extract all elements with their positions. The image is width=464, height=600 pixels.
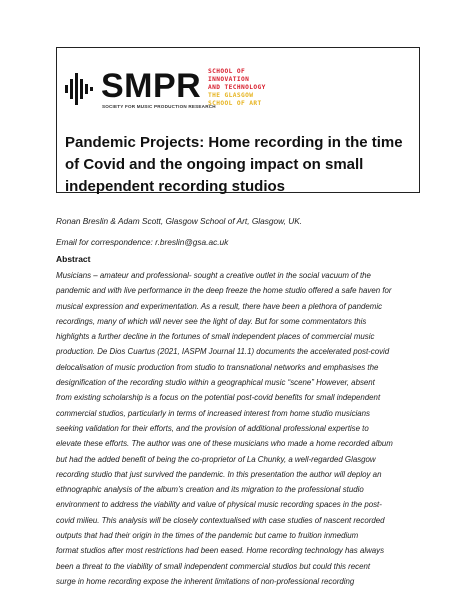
paper-title	[65, 132, 415, 198]
abstract-heading: Abstract	[56, 254, 91, 264]
abstract-line: elevate these efforts. The author was one of these musicians who made a home recorded album	[56, 439, 393, 449]
school-logo-line: INNOVATION	[208, 76, 250, 83]
abstract-body	[56, 268, 414, 589]
school-logo-line: SCHOOL OF	[208, 68, 246, 75]
school-of-innovation-logo	[208, 68, 328, 108]
school-logo-line: SCHOOL OF ART	[208, 100, 262, 107]
abstract-line: format studios after most restrictions had been eased. Home recording technology has always	[56, 546, 385, 556]
abstract-line: ethnographic analysis of the album’s creation and its migration to the professional studio	[56, 485, 364, 495]
abstract-line: outputs that had their origin in the times of the pandemic but came to fruition inmedium	[56, 531, 359, 541]
title-line: Pandemic Projects: Home recording in the time	[65, 134, 403, 151]
abstract-line: surge in home recording expose the inherent limitations of non-professional recording	[56, 576, 355, 586]
correspondence-email: Email for correspondence: r.breslin@gsa.ac.uk	[56, 237, 229, 247]
abstract-line: delocalisation of music production from studio to transnational networks and emphasises the	[56, 362, 379, 372]
abstract-line: environment to address the viability and value of physical music recording spaces in the post-	[56, 500, 382, 510]
abstract-line: but had the added benefit of being the co-proprietor of La Chunky, a well-regarded Glasgow	[56, 454, 376, 464]
abstract-line: highlights a further decline in the fortunes of small independent places of commercial music	[56, 332, 375, 342]
smpr-waveform-icon	[65, 73, 99, 103]
title-header-box	[56, 47, 420, 193]
title-line: independent recording studios	[65, 178, 286, 195]
school-logo-line: AND TECHNOLOGY	[208, 84, 266, 91]
abstract-line: seeking validation for their efforts, and the provision of additional professional expertise to	[56, 423, 369, 433]
authors-line: Ronan Breslin & Adam Scott, Glasgow School of Art, Glasgow, UK.	[56, 216, 303, 226]
abstract-line: commercial studios, particularly in terms of increased interest from home studio musicians	[56, 408, 370, 418]
abstract-line: Musicians – amateur and professional- sought a creative outlet in the social vacuum of the	[56, 271, 371, 280]
abstract-line: from existing scholarship is a focus on the potential post-covid benefits for small independent	[56, 393, 381, 403]
title-line: of Covid and the ongoing impact on small	[65, 156, 364, 173]
abstract-line: recording studio that just survived the pandemic. In this presentation the author will deploy an	[56, 469, 382, 479]
abstract-line: designification of the recording studio within a geographical music “scene” However, absent	[56, 378, 375, 388]
abstract-line: production. De Dios Cuartus (2021, IASPM Journal 11.1) documents the accelerated post-covid	[56, 347, 390, 357]
smpr-logo-text: SMPR	[101, 67, 202, 105]
smpr-logo-subtitle: SOCIETY FOR MUSIC PRODUCTION RESEARCH	[102, 104, 216, 109]
abstract-line: pandemic and with live performance in the deep freeze the home studio offered a safe haven for	[56, 286, 392, 296]
abstract-line: recordings, many of which will never see the light of day. But for some commentators this	[56, 316, 367, 326]
abstract-line: been a threat to the viability of small independent commercial studios but could this recent	[56, 561, 371, 571]
abstract-line: covid milieu. This analysis will be closely contextualised with case studies of nascent recorded	[56, 515, 385, 525]
logo-row	[65, 66, 413, 126]
school-logo-line: THE GLASGOW	[208, 92, 254, 99]
abstract-line: musical expression and experimentation. As a result, there have been a plethora of pandemic	[56, 301, 383, 311]
